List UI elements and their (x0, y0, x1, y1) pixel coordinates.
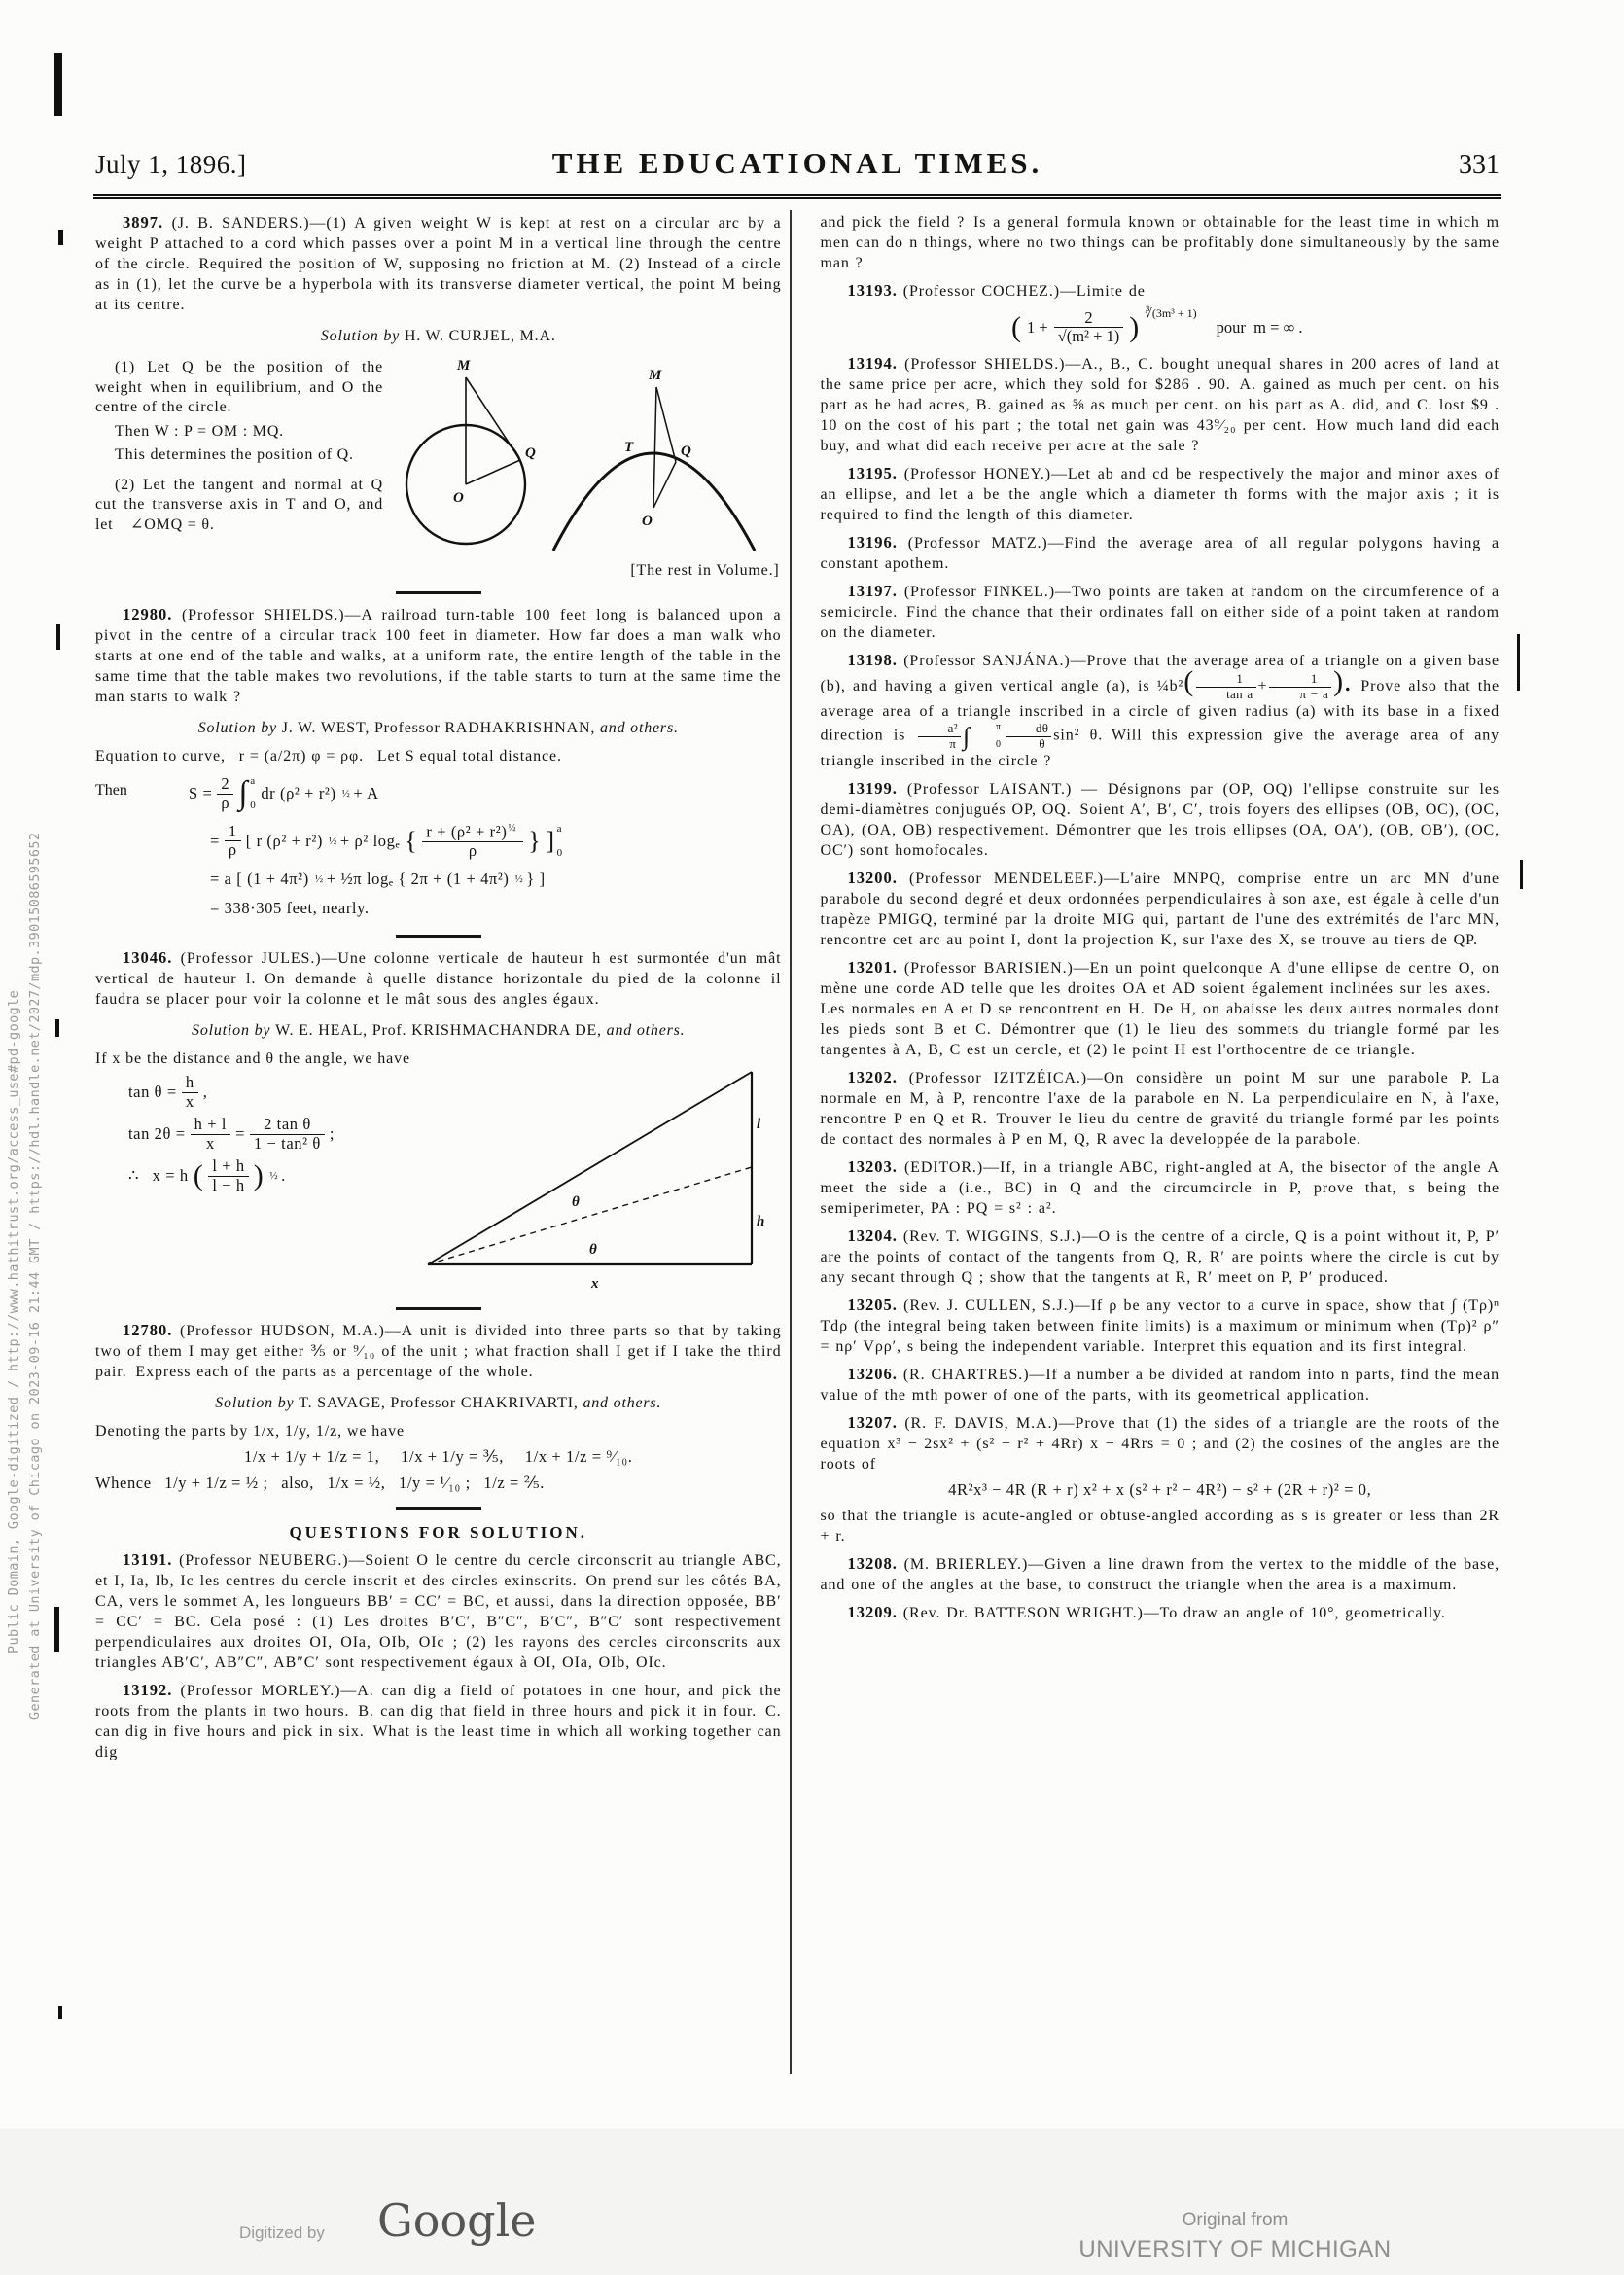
google-logo: Google (377, 2194, 537, 2247)
hathitrust-watermark-rights: Public Domain, Google-digitized / http://www.hathitrust.org/access_use#pd-google (6, 989, 21, 1653)
fraction: $\frac{1}{\text{tan a}}$ (1196, 672, 1255, 701)
label-x: x (591, 1276, 599, 1293)
problem-number: 13205. (847, 1296, 898, 1315)
equation-line: tan θ = $\frac{h}{x}$ , (128, 1073, 208, 1111)
label-Q: Q (525, 445, 536, 461)
fraction: $\frac{2}{\rho}$ (217, 775, 233, 812)
page-header (95, 146, 1500, 181)
scan-artifact (1520, 860, 1523, 889)
problem-body: (Professor SHIELDS.)—A., B., C. bought unequal shares in 200 acres of land at the same price per acre, which they sold for $286 . 90. A. gained as much per cent. on his part as he had acres, B. gained as ⅝ as much per cent. on his part as A. did, and C. lost $9 . 10 on the cost of his part ; the total net gain was 43⁹⁄₂₀ per cent. How much land did each buy, and what did each receive per acre at the sale ? (820, 355, 1500, 454)
problem-number: 13204. (847, 1226, 898, 1246)
problem-13197 (821, 581, 1500, 643)
problem-13192-continuation: and pick the field ? Is a general formula known or obtainable for the least time in which m men can do n things, where no two things can be profitably done simultaneously by the same man ? (820, 214, 1500, 271)
problem-body: (Rev. Dr. BATTESON WRIGHT.)—To draw an angle of 10°, geometrically. (902, 1605, 1446, 1622)
solution-by-line: Solution by T. SAVAGE, Professor CHAKRIVARTI, and others. (215, 1395, 662, 1412)
questions-for-solution-heading: QUESTIONS FOR SOLUTION. (289, 1523, 588, 1543)
problem-body: (Professor JULES.)—Une colonne verticale de hauteur h est surmontée d'un mât vertical de hauteur l. On demande à quelle distance horizontale du pied de la colonne il faudra se placer pour voir la colonne et le mât sous des angles égaux. (95, 950, 782, 1009)
problem-number: 13199. (847, 779, 898, 799)
problem-number: 13197. (847, 581, 898, 600)
diagram-caption: [The rest in Volume.] (630, 562, 780, 579)
label-l: l (757, 1117, 761, 1133)
fraction: $\frac{\text{a²}}{\pi}$ (918, 722, 961, 751)
problem-number: 13198. (847, 650, 898, 669)
problem-body: (Professor HUDSON, M.A.)—A unit is divided into three parts so that by taking two of them I may get either ⅗ or ⁹⁄₁₀ of the unit ; what fraction shall I get if I take the third pair. Express each of the parts as a percentage of the whole. (95, 1323, 782, 1381)
fraction: $\frac{2}{\text{√(m² + 1)}}$ (1054, 309, 1124, 346)
solution-by-line: Solution by J. W. WEST, Professor RADHAKRISHNAN, and others. (197, 720, 679, 736)
solution-paragraph: This determines the position of Q. (115, 446, 354, 463)
problem-13046 (95, 947, 782, 1010)
problem-13192 (95, 1680, 782, 1762)
problem-body: (Professor NEUBERG.)—Soient O le centre du cercle circonscrit au triangle ABC, et I, Ia, Ib, Ic les centres du cercle inscrit et des circles exinscrits. On prend sur les côtés BA, CA, vers le sommet A, les longueurs BB′ = CC′ = BC, et aussi, dans la direction opposée, BB′ = CC′ = BC. Cela posé : (1) Les droites B′C′, B″C″, B′C″, B″C′ sont respectivement perpendiculaires aux droites OI, OIa, OIb, OIc ; (2) les rayons des cercles circonscrits aux triangles AB′C′, AB″C″, AB″C′ sont respectivement égaux à OI, OIa, OIb, OIc. (95, 1552, 782, 1672)
problem-number: 13193. (847, 281, 898, 300)
equation-line: tan 2θ = $\frac{h + l}{x}$ = $\frac{\text{2 tan θ}}{\text{1 − tan² θ}}$ ; (128, 1115, 335, 1153)
problem-body: (Professor IZITZÉICA.)—On considère un point M sur une parabole P. La normale en M, à P, rencontre l'axe de la parabole en N. La perpendiculaire en N, à l'axe, rencontre P en Q et R. Trouver le lieu du centre de gravité du triangle formé par les points de contact des normales à P en M, Q, R avec la developpée de la parabole. (820, 1070, 1500, 1149)
equation-13207: 4R²x³ − 4R (R + r) x² + x (s² + r² − 4R²) − s² + (2R + r)² = 0, (948, 1480, 1372, 1500)
problem-number: 13207. (847, 1413, 898, 1433)
scan-artifact (54, 1607, 59, 1652)
integral-sign: ∫ (962, 722, 971, 751)
brace: { (405, 826, 418, 855)
problem-number: 13208. (847, 1554, 898, 1574)
problem-body: (Professor MATZ.)—Find the average area of all regular polygons having a constant apothem. (820, 534, 1500, 572)
bracket: ] (546, 826, 555, 855)
fraction: l + h l − h (208, 1157, 248, 1194)
problem-13207 (821, 1412, 1500, 1475)
problem-number: 13209. (847, 1603, 898, 1622)
solution-text (95, 354, 383, 580)
problem-number: 13200. (847, 869, 898, 888)
equation-line: S = $\frac{2}{\rho}$ ∫ a 0 dr (ρ² + r²) ½ + A (189, 774, 379, 812)
equation-block-12980 (95, 770, 782, 923)
problem-body: (Professor BARISIEN.)—En un point quelconque A d'une ellipse de centre O, on mène une corde AD telle que les droites OA et AD soient également inclinées sur les axes. Les normales en A et D se rencontrent en H. De H, on abaisse les deux autres normales dont les pieds sont B et C. Démontrer que (1) le lieu des sommets du triangle formé par les tangentes à A, B, C est un cercle, et (2) le point H est l'orthocentre de ce triangle. (820, 960, 1500, 1059)
solution-3897 (95, 354, 782, 580)
right-column (821, 212, 1500, 1762)
paren: ( (1183, 664, 1195, 697)
problem-body: (M. BRIERLEY.)—Given a line drawn from the vertex to the middle of the base, and one of the angles at the base, to construct the triangle when the area is a maximum. (820, 1556, 1500, 1594)
problem-12780 (95, 1320, 782, 1382)
problem-13204 (821, 1226, 1500, 1288)
equation-line: = $\frac{1}{\rho}$ [ r (ρ² + r²) ½ + ρ² logₑ { $r + (\rho^2 + r^2)^{\frac{1}{2}}$ ρ } ] a 0 (210, 821, 563, 860)
problem-number: 3897. (123, 213, 164, 231)
problem-number: 13196. (847, 532, 898, 551)
problem-13205 (821, 1295, 1500, 1357)
fraction: $\frac{d\theta}{\theta}$ (1006, 722, 1051, 751)
scan-artifact (55, 1019, 59, 1037)
problem-13198: 13198. (Professor SANJÁNA.)—Prove that the average area of a triangle on a given base (b), and having a given vertical angle (a), is ¼b²( $\frac{1}{\text{tan a}}$ + $\frac{1}{\pi - a}$ ). Prove also that the average area of a triangle inscribed in a circle of given radius (a) with its base in a fixed direction is $\frac{\text{a²}}{\pi}$ ∫ π 0 $\frac{d\theta}{\theta}$ sin² θ. Will this expression give the average area of any triangle inscribed in the circle ? (820, 650, 1500, 770)
solution-diagrams (383, 354, 782, 580)
problem-13206 (821, 1364, 1500, 1405)
problem-body: (EDITOR.)—If, in a triangle ABC, right-angled at A, the bisector of the angle A meet the side a (i.e., BC) in Q and the circumcircle in P, prove that, s being the semiperimeter, PA : PQ = s² : a². (820, 1159, 1500, 1218)
problem-body: (Professor LAISANT.) — Désignons par (OP, OQ) l'ellipse construite sur les demi-diamètres conjugués OP, OQ. Soient A′, B′, C′, trois foyers des ellipses (OB, OC), (OC, OA), (OA, OB) respectivement. Démontrer que les trois ellipses (OA, OA′), (OB, OB′), (OC, OC′) sont homofocales. (820, 781, 1500, 860)
problem-13200 (821, 868, 1500, 950)
scan-artifact (1517, 634, 1520, 691)
label-M: M (649, 368, 662, 383)
problem-number: 12780. (123, 1321, 173, 1340)
problem-number: 13203. (847, 1157, 898, 1177)
problem-body: (Professor FINKEL.)—Two points are taken at random on the circumference of a semicircle. Find the chance that their ordinates fall on either side of a point taken at random on the diameter. (820, 583, 1500, 641)
fraction: $\frac{\text{2 tan θ}}{\text{1 − tan² θ}}$ (250, 1116, 325, 1153)
fraction: $\frac{1}{\rho}$ (225, 823, 241, 860)
problem-body: (Professor COCHEZ.)—Limite de (902, 283, 1146, 300)
problem-body: (J. B. SANDERS.)—(1) A given weight W is kept at rest on a circular arc by a weight P attached to a cord which passes over a point M in a vertical line through the centre of the circle. Required the position of W, supposing no friction at M. (2) Instead of a circle as in (1), let the curve be a hyperbola with its transverse diameter vertical, the point M being at its centre. (95, 215, 782, 313)
section-separator (396, 935, 481, 938)
masthead-title: THE EDUCATIONAL TIMES. (551, 146, 1043, 180)
equation-intro: Equation to curve, r = (a/2π) φ = ρφ. Let S equal total distance. (95, 748, 562, 764)
equation-13193: ( 1 + $\frac{2}{\text{√(m² + 1)}}$ ) ∛(3m³ + 1) pour m = ∞ . (1010, 306, 1303, 346)
section-separator (396, 591, 481, 594)
equation-line: Whence 1/y + 1/z = ½ ; also, 1/x = ½, 1/y = ¹⁄₁₀ ; 1/z = ⅖. (95, 1474, 545, 1493)
problem-number: 13202. (847, 1068, 898, 1087)
problem-3897 (95, 212, 782, 315)
problem-13207-after: so that the triangle is acute-angled or obtuse-angled according as s is greater or less than 2R + r. (820, 1508, 1500, 1546)
integral-limits: a 0 (250, 775, 257, 811)
bracket-limits: a 0 (556, 822, 563, 859)
problem-body: (Professor HONEY.)—Let ab and cd be respectively the major and minor axes of an ellipse, and let a be the angle which a diameter th forms with the major axis ; it is required to find the length of this diameter. (820, 465, 1500, 523)
solution-paragraph: (1) Let Q be the position of the weight when in equilibrium, and O the centre of the circle. (95, 359, 383, 415)
problem-number: 13192. (123, 1681, 173, 1700)
problem-13191 (95, 1549, 782, 1673)
equation-intro: Denoting the parts by 1/x, 1/y, 1/z, we have (95, 1423, 406, 1440)
problem-number: 13046. (123, 948, 173, 968)
fra​ction: $\frac{h}{x}$ (182, 1074, 198, 1111)
problem-number: 13195. (847, 463, 898, 482)
section-separator (396, 1307, 481, 1310)
digitized-by-label: Digitized by (239, 2223, 325, 2242)
problem-13208 (821, 1553, 1500, 1595)
brace: } (528, 826, 542, 855)
equation-line: ∴ x = h ( l + h l − h ) ½ . (128, 1156, 286, 1194)
exponent: ∛(3m³ + 1) (1145, 306, 1197, 321)
label-M: M (457, 358, 471, 373)
solution-by-line: Solution by W. E. HEAL, Prof. KRISHMACHANDRA DE, and others. (192, 1022, 686, 1040)
paren: ( (193, 1159, 204, 1192)
solution-by-line (95, 326, 782, 346)
solution-by-label: Solution by (320, 328, 405, 344)
problem-number: 13194. (847, 353, 898, 373)
problem-13194 (821, 353, 1500, 456)
problem-number: 12980. (123, 605, 173, 623)
solution-paragraph: (2) Let the tangent and normal at Q cut the transverse axis in T and O, and let ∠OMQ = θ. (95, 476, 383, 533)
page-number: 331 (1459, 150, 1500, 180)
label-O: O (642, 514, 653, 529)
integral-limits: π 0 (995, 722, 1002, 751)
fraction: $\frac{h + l}{x}$ (191, 1116, 230, 1153)
provenance-note (1050, 2210, 1420, 2263)
circle-diagram (393, 354, 539, 560)
equation-line: = 338·305 feet, nearly. (210, 899, 370, 918)
problem-body: (Professor SHIELDS.)—A railroad turn-table 100 feet long is balanced upon a pivot in the centre of a circular track 100 feet in diameter. How far does a man walk who starts at one end of the table and walks, at a uniform rate, the entire length of the table in the same time that the table makes two revolutions, if the table starts to turn at the same time the man starts to walk ? (95, 607, 782, 705)
equation-line: 1/x + 1/y + 1/z = 1, 1/x + 1/y = ⅗, 1/x + 1/z = ⁹⁄₁₀. (243, 1447, 633, 1467)
problem-body: (Professor MORLEY.)—A. can dig a field of potatoes in one hour, and pick the roots from the plants in two hours. B. can dig that field in three hours and pick it in four. C. can dig in five hours and pick in six. What is the least time in which all working together can dig (95, 1683, 782, 1761)
label-theta-upper: θ (572, 1194, 580, 1211)
scan-artifact (58, 230, 63, 245)
problem-13203 (821, 1156, 1500, 1219)
problem-13199 (821, 778, 1500, 861)
label-Q: Q (681, 444, 691, 459)
solver-names: H. W. CURJEL, M.A. (404, 328, 556, 344)
problem-body: (Professor SANJÁNA.)—Prove that the average area of a triangle on a given base (b), and having a given vertical angle (a), is (820, 652, 1500, 694)
problem-13195 (821, 463, 1500, 525)
problem-body: (R. F. DAVIS, M.A.)—Prove that (1) the sides of a triangle are the roots of the equation x³ − 2sx² + (s² + r² + 4Rr) x − 4Rrs = 0 ; and (2) the cosines of the angles are the roots of (820, 1415, 1500, 1474)
issue-date: July 1, 1896.] (95, 150, 247, 179)
problem-body: (R. CHARTRES.)—If a number a be divided at random into n parts, find the mean value of the mth power of one of the parts, with its geometrical application. (820, 1367, 1500, 1404)
header-double-rule (93, 194, 1501, 199)
scan-artifact (58, 2006, 62, 2019)
problem-number: 13191. (123, 1550, 173, 1570)
problem-13201 (821, 957, 1500, 1060)
section-separator (396, 1507, 481, 1510)
problem-13196 (821, 532, 1500, 574)
triangle-diagram (416, 1052, 768, 1296)
problem-12980 (95, 604, 782, 707)
label-O: O (453, 490, 464, 506)
solution-13046 (95, 1049, 782, 1296)
problem-13202 (821, 1067, 1500, 1150)
then-label: Then (95, 782, 127, 799)
diagram-row (393, 354, 782, 560)
label-theta-lower: θ (589, 1242, 597, 1259)
problem-13193 (821, 280, 1500, 302)
paren: ( (1010, 310, 1021, 343)
label-T: T (624, 440, 634, 455)
fraction: $r + (\rho^2 + r^2)^{\frac{1}{2}}$ ρ (422, 822, 523, 860)
problem-number: 13201. (847, 958, 898, 978)
problem-body: (Rev. T. WIGGINS, S.J.)—O is the centre of a circle, Q is a point without it, P, P′ are the points of contact of the tangents from Q, R, R′ are points where the circle is cut by any secant through Q ; show that the tangents at R, R′ meet on P, P′ produced. (820, 1228, 1500, 1287)
original-from-label: Original from (1182, 2210, 1289, 2230)
scan-artifact (56, 624, 60, 650)
solution-paragraph: Then W : P = OM : MQ. (115, 422, 284, 440)
scan-artifact (54, 53, 62, 116)
curve-diagram (539, 354, 770, 560)
integral-sign: ∫ (238, 775, 249, 811)
paren: ) (1129, 310, 1140, 343)
fraction: $\frac{1}{\pi - a}$ (1269, 672, 1331, 701)
institution-name: UNIVERSITY OF MICHIGAN (1078, 2236, 1392, 2262)
paren: ) (253, 1159, 265, 1192)
equation-line: = a [ (1 + 4π²) ½ + ½π logₑ { 2π + (1 + 4π²) ½ } ] (210, 870, 546, 889)
problem-body: (Rev. J. CULLEN, S.J.)—If ρ be any vector to a curve in space, show that ∫ (Tρ)ⁿ Tdρ (the integral being taken between finite limits) is a maximum or minimum when (Tρ)² ρ″ = nρ′ Vρρ′, s being the independent variable. Interpret this equation and its first integral. (820, 1297, 1500, 1356)
problem-body: (Professor MENDELEEF.)—L'aire MNPQ, comprise entre un arc MN d'une parabole du second degré et deux ordonnées perpendiculaires à son axe, est égale à celle d'un trapèze PMIGQ, terminé par la droite MIG qui, partant de l'une des extrémités de l'arc MN, rencontre cet arc au point I, dont la projection K, sur l'axe des X, se trouve au tiers de QP. (820, 871, 1500, 949)
left-column (95, 212, 782, 1762)
problem-13209 (821, 1602, 1500, 1623)
problem-number: 13206. (847, 1365, 898, 1384)
inline-coefficient: ¼b² (1156, 677, 1184, 694)
equation-intro: If x be the distance and θ the angle, we have (95, 1050, 411, 1068)
hathitrust-watermark-handle: Generated at University of Chicago on 2023-09-16 21:44 GMT / https://hdl.handle.net/2027/mdp.39015086595652 (27, 832, 43, 1720)
two-column-body (95, 212, 1500, 1762)
paren: ). (1333, 664, 1353, 697)
label-h: h (757, 1214, 765, 1230)
